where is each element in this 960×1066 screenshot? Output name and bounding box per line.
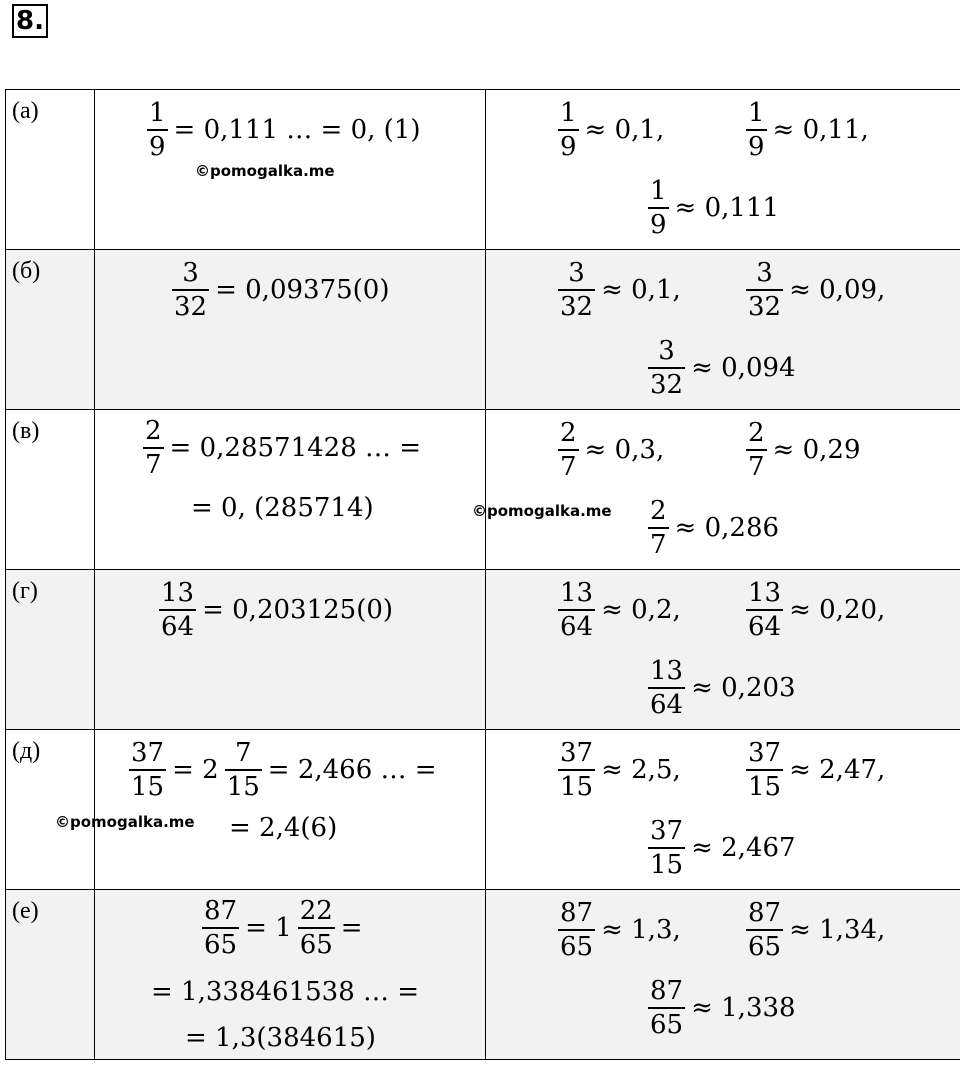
math-expression xyxy=(744,260,889,320)
watermark: ©pomogalka.me xyxy=(55,813,195,831)
math-text: ≈ 0,094 xyxy=(691,353,796,383)
math-text: = 0,28571428 … = xyxy=(169,433,422,463)
numerator: 2 xyxy=(748,418,765,448)
denominator: 32 xyxy=(558,289,595,320)
table-row xyxy=(6,90,960,250)
table-row xyxy=(6,730,960,890)
numerator: 1 xyxy=(650,176,667,206)
fraction xyxy=(558,900,595,960)
denominator: 7 xyxy=(143,447,164,478)
math-expression xyxy=(556,580,685,640)
denominator: 65 xyxy=(202,927,239,958)
numerator: 2 xyxy=(560,418,577,448)
fraction xyxy=(648,818,685,878)
numerator: 7 xyxy=(234,738,252,768)
math-text: = 0,203125(0) xyxy=(202,595,394,625)
math-text: ≈ 0,203 xyxy=(691,673,796,703)
math-expression xyxy=(200,898,367,958)
math-expression xyxy=(225,813,341,843)
math-text: = 0, (285714) xyxy=(191,493,374,523)
numerator: 1 xyxy=(149,98,166,128)
denominator: 65 xyxy=(298,927,335,958)
denominator: 15 xyxy=(558,769,595,800)
numerator: 13 xyxy=(748,578,782,608)
denominator: 64 xyxy=(159,609,196,640)
math-text: ≈ 0,20, xyxy=(789,595,886,625)
numerator: 3 xyxy=(568,258,585,288)
math-text: ≈ 2,47, xyxy=(789,755,886,785)
math-text: ≈ 2,467 xyxy=(691,833,796,863)
math-expression xyxy=(556,260,685,320)
math-text: ≈ 1,338 xyxy=(691,993,796,1023)
math-expression xyxy=(744,100,873,160)
denominator: 65 xyxy=(558,929,595,960)
math-text: ≈ 0,11, xyxy=(772,115,869,145)
math-expression xyxy=(157,580,397,640)
math-text: ≈ 0,111 xyxy=(674,193,780,223)
numerator: 13 xyxy=(161,578,195,608)
denominator: 9 xyxy=(648,207,669,238)
math-text: = 1,338461538 … = xyxy=(151,977,420,1007)
denominator: 65 xyxy=(746,929,783,960)
task-number: 8. xyxy=(12,4,48,38)
numerator: 1 xyxy=(748,98,765,128)
math-text: = 0,111 … = 0, (1) xyxy=(173,115,421,145)
math-text: = 1 xyxy=(245,913,292,943)
numerator: 37 xyxy=(650,816,684,846)
math-text: ≈ 1,34, xyxy=(789,915,886,945)
math-text: = 1,3(384615) xyxy=(185,1023,376,1053)
math-expression xyxy=(646,818,800,878)
fraction xyxy=(746,420,767,480)
denominator: 15 xyxy=(129,769,166,800)
numerator: 87 xyxy=(748,898,782,928)
math-expression xyxy=(556,740,685,800)
fraction xyxy=(298,898,335,958)
exact-value-cell xyxy=(55,730,486,890)
math-text: ≈ 0,1, xyxy=(601,275,681,305)
math-expression xyxy=(744,900,889,960)
numerator: 87 xyxy=(204,896,238,926)
denominator: 32 xyxy=(746,289,783,320)
table-row xyxy=(6,410,960,570)
table-row xyxy=(6,890,960,1060)
math-text: ≈ 0,286 xyxy=(674,513,780,543)
fraction xyxy=(147,100,168,160)
row-label: (б) xyxy=(6,250,95,410)
fraction xyxy=(558,740,595,800)
math-expression xyxy=(170,260,394,320)
fraction xyxy=(746,100,767,160)
row-label: (д) xyxy=(6,730,95,890)
exact-value-cell xyxy=(95,90,486,250)
math-expression xyxy=(646,658,800,718)
numerator: 87 xyxy=(650,976,684,1006)
numerator: 22 xyxy=(299,896,333,926)
math-text: = 0,09375(0) xyxy=(215,275,390,305)
fraction xyxy=(558,580,595,640)
exact-value-cell xyxy=(95,410,486,570)
numerator: 13 xyxy=(560,578,594,608)
math-text: ≈ 0,29 xyxy=(772,435,861,465)
math-text: ≈ 0,1, xyxy=(584,115,665,145)
denominator: 15 xyxy=(746,769,783,800)
denominator: 9 xyxy=(558,129,579,160)
fraction xyxy=(225,740,262,800)
math-expression xyxy=(744,420,865,480)
math-expression xyxy=(556,100,668,160)
denominator: 32 xyxy=(648,367,685,398)
row-label: (а) xyxy=(6,90,95,250)
approx-value-cell xyxy=(486,90,960,250)
numerator: 37 xyxy=(131,738,165,768)
fraction xyxy=(746,580,783,640)
fraction xyxy=(648,178,669,238)
math-text: = 2,4(6) xyxy=(229,813,338,843)
numerator: 3 xyxy=(756,258,773,288)
approx-value-cell xyxy=(486,890,960,1060)
solution-table xyxy=(5,89,960,1060)
numerator: 2 xyxy=(145,416,162,446)
math-text: ≈ 0,3, xyxy=(584,435,665,465)
fraction xyxy=(202,898,239,958)
denominator: 15 xyxy=(225,769,262,800)
math-expression xyxy=(646,498,783,558)
fraction xyxy=(746,900,783,960)
approx-value-cell xyxy=(486,250,960,410)
math-text: ≈ 0,09, xyxy=(789,275,886,305)
table-row xyxy=(6,250,960,410)
math-expression xyxy=(556,900,685,960)
math-text: = xyxy=(340,913,363,943)
denominator: 15 xyxy=(648,847,685,878)
numerator: 3 xyxy=(658,336,675,366)
fraction xyxy=(746,740,783,800)
denominator: 65 xyxy=(648,1007,685,1038)
denominator: 7 xyxy=(558,449,579,480)
math-expression xyxy=(646,978,800,1038)
exact-value-cell xyxy=(95,570,486,730)
approx-value-cell xyxy=(472,410,960,570)
math-expression xyxy=(187,493,378,523)
approx-value-cell xyxy=(486,570,960,730)
math-expression xyxy=(646,178,783,238)
fraction xyxy=(143,418,164,478)
fraction xyxy=(746,260,783,320)
numerator: 1 xyxy=(560,98,577,128)
denominator: 32 xyxy=(172,289,209,320)
numerator: 37 xyxy=(560,738,594,768)
watermark: ©pomogalka.me xyxy=(195,162,335,180)
math-expression xyxy=(646,338,800,398)
numerator: 37 xyxy=(748,738,782,768)
math-text: = 2 xyxy=(172,755,219,785)
denominator: 64 xyxy=(746,609,783,640)
fraction xyxy=(129,740,166,800)
fraction xyxy=(172,260,209,320)
math-expression xyxy=(556,420,668,480)
fraction xyxy=(648,978,685,1038)
math-expression xyxy=(744,580,889,640)
fraction xyxy=(648,338,685,398)
math-expression xyxy=(181,1023,380,1053)
math-expression xyxy=(141,418,425,478)
row-label: (е) xyxy=(6,890,95,1060)
exact-value-cell xyxy=(95,890,486,1060)
denominator: 64 xyxy=(648,687,685,718)
row-label: (в) xyxy=(6,410,95,570)
fraction xyxy=(159,580,196,640)
denominator: 7 xyxy=(648,527,669,558)
math-expression xyxy=(145,100,425,160)
math-text: ≈ 2,5, xyxy=(601,755,681,785)
fraction xyxy=(648,658,685,718)
numerator: 3 xyxy=(182,258,199,288)
table-row xyxy=(6,570,960,730)
watermark: ©pomogalka.me xyxy=(472,502,612,520)
denominator: 9 xyxy=(746,129,767,160)
math-expression xyxy=(127,740,441,800)
exact-value-cell xyxy=(95,250,486,410)
numerator: 2 xyxy=(650,496,667,526)
math-text: ≈ 1,3, xyxy=(601,915,681,945)
fraction xyxy=(558,100,579,160)
fraction xyxy=(558,260,595,320)
denominator: 64 xyxy=(558,609,595,640)
math-text: = 2,466 … = xyxy=(267,755,437,785)
math-text: ≈ 0,2, xyxy=(601,595,681,625)
math-expression xyxy=(147,977,423,1007)
math-expression xyxy=(744,740,889,800)
row-label: (г) xyxy=(6,570,95,730)
numerator: 13 xyxy=(650,656,684,686)
approx-value-cell xyxy=(486,730,960,890)
denominator: 9 xyxy=(147,129,168,160)
fraction xyxy=(558,420,579,480)
fraction xyxy=(648,498,669,558)
numerator: 87 xyxy=(560,898,594,928)
denominator: 7 xyxy=(746,449,767,480)
